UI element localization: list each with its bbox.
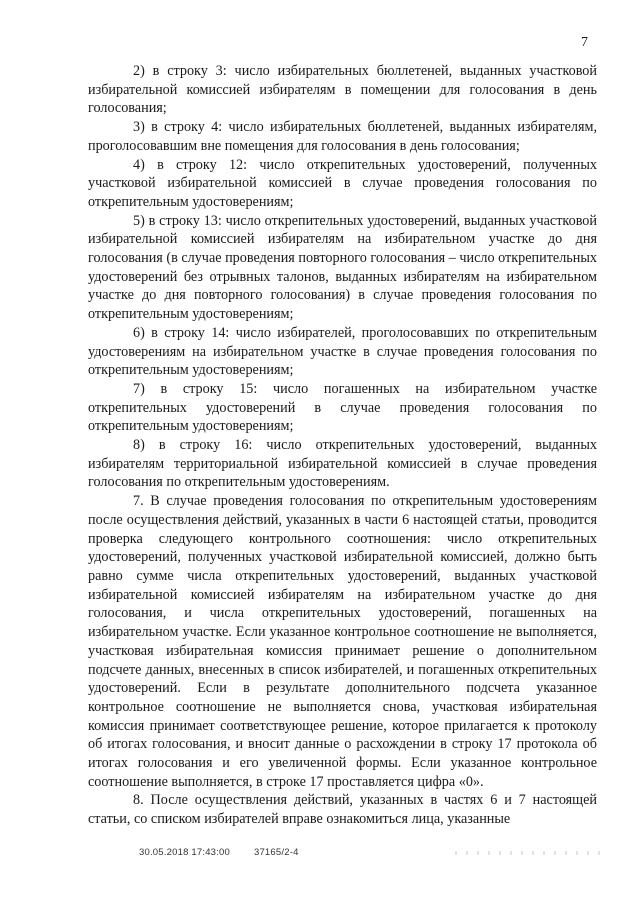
- paragraph-item-5: 5) в строку 13: число открепительных удостоверений, выданных участковой избирательной комиссией избирателям на избирательном участке до дня голосования (в случае проведения повторного голосования – число открепительных удостоверений без отрывных талонов, выданных избирателям на избирательном участке до дня повторного голосования) в случае проведения голосования по открепительным удостоверениям;: [88, 212, 597, 323]
- paragraph-section-7: 7. В случае проведения голосования по открепительным удостоверениям после осуществления действий, указанных в части 6 настоящей статьи, проводится проверка следующего контрольного соотношения: число открепительных удостоверений, полученных участковой избирательной комиссией, должно быть равно сумме числа открепительных удостоверений, выданных участковой избирательной комиссией избирателям на избирательном участке до дня голосования, и числа открепительных удостоверений, погашенных на избирательном участке. Если указанное контрольное соотношение не выполняется, участковая избирательная комиссия принимает решение о дополнительном подсчете данных, внесенных в список избирателей, и погашенных открепительных удостоверений. Если в результате дополнительного подсчета указанное контрольное соотношение не выполняется снова, участковая избирательная комиссия принимает соответствующее решение, которое прилагается к протоколу об итогах голосования, и вносит данные о расхождении в строку 17 протокола об итогах голосования и его увеличенной формы. Если указанное контрольное соотношение выполняется, в строке 17 проставляется цифра «0».: [88, 493, 597, 790]
- paragraph-item-2: 2) в строку 3: число избирательных бюллетеней, выданных участковой избирательной комиссией избирателям в помещении для голосования в день голосования;: [88, 63, 597, 117]
- footer-timestamp: 30.05.2018 17:43:00: [139, 847, 230, 858]
- scan-artifact-marks: [455, 851, 605, 855]
- paragraph-section-8: 8. После осуществления действий, указанных в частях 6 и 7 настоящей статьи, со списком избирателей вправе ознакомиться лица, указанные: [88, 792, 597, 828]
- page-footer: [139, 847, 299, 858]
- page-number: 7: [581, 35, 588, 50]
- paragraph-item-4: 4) в строку 12: число открепительных удостоверений, полученных участковой избирательной комиссией в случае проведения голосования по открепительным удостоверениям;: [88, 156, 597, 210]
- footer-document-id: 37165/2-4: [253, 847, 299, 858]
- paragraph-item-6: 6) в строку 14: число избирателей, проголосовавших по открепительным удостоверениям на избирательном участке в случае проведения голосования по открепительным удостоверениям;: [88, 324, 597, 379]
- document-body: [88, 62, 597, 829]
- paragraph-item-3: 3) в строку 4: число избирательных бюллетеней, выданных избирателям, проголосовавшим вне помещения для голосования в день голосования;: [88, 119, 597, 154]
- paragraph-item-7: 7) в строку 15: число погашенных на избирательном участке открепительных удостоверений в случае проведения голосования по открепительным удостоверениям;: [88, 380, 597, 435]
- paragraph-item-8: 8) в строку 16: число открепительных удостоверений, выданных избирателям территориальной избирательной комиссией в случае проведения голосования по открепительным удостоверениям.: [88, 437, 597, 491]
